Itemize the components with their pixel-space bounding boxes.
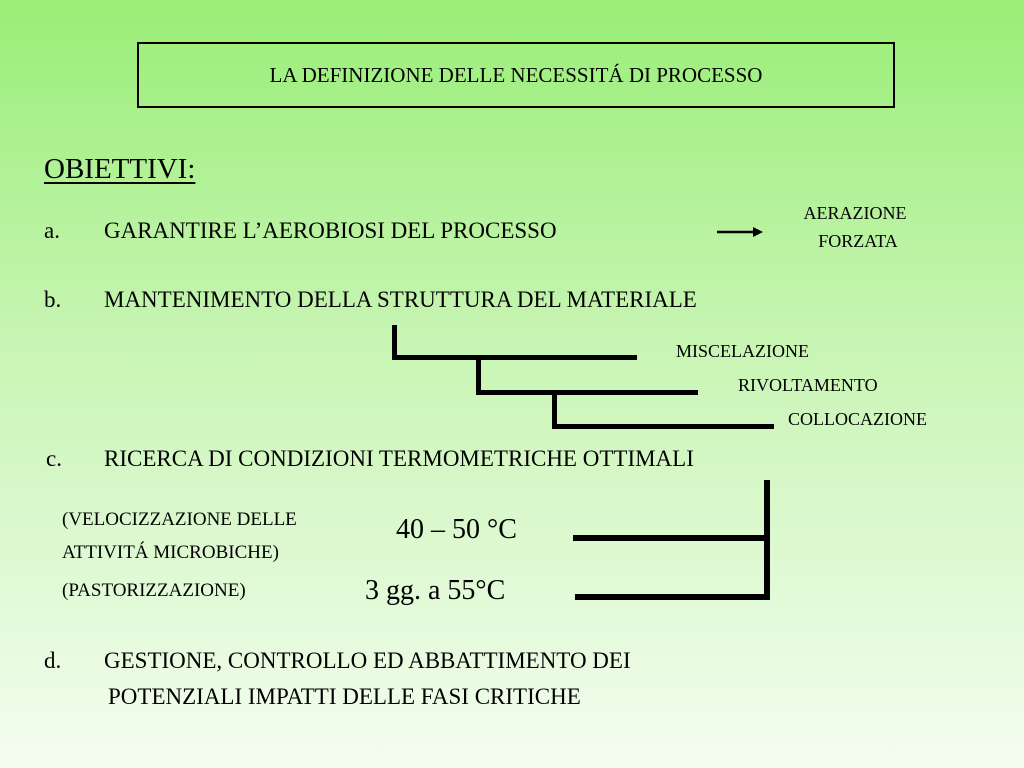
item-a-text: GARANTIRE L’AEROBIOSI DEL PROCESSO: [104, 218, 557, 243]
bracket-line-top: [573, 535, 770, 541]
tree-branch-1: [392, 355, 637, 360]
note-velocizzazione-line1: (VELOCIZZAZIONE DELLE: [62, 509, 297, 530]
pasteurization-condition: 3 gg. a 55°C: [365, 575, 506, 606]
item-d-letter: d.: [44, 648, 62, 673]
note-velocizzazione-line2: ATTIVITÁ MICROBICHE): [62, 542, 279, 563]
item-d-text-line2: POTENZIALI IMPATTI DELLE FASI CRITICHE: [108, 684, 581, 709]
item-b-letter: b.: [44, 287, 62, 312]
item-d-text-line1: GESTIONE, CONTROLLO ED ABBATTIMENTO DEI: [104, 648, 631, 673]
tree-branch-3: [552, 424, 774, 429]
bracket-line-bottom: [575, 594, 770, 600]
branch-label-collocazione: COLLOCAZIONE: [788, 409, 927, 429]
branch-label-rivoltamento: RIVOLTAMENTO: [738, 375, 878, 395]
objectives-heading: OBIETTIVI:: [44, 153, 196, 185]
item-a-letter: a.: [44, 218, 60, 243]
temperature-range: 40 – 50 °C: [396, 514, 517, 545]
tree-branch-2: [476, 390, 698, 395]
item-a-result-line1: AERAZIONE: [803, 203, 907, 223]
bracket-vertical: [764, 480, 770, 600]
arrow-right-icon: [715, 224, 765, 240]
slide-title: LA DEFINIZIONE DELLE NECESSITÁ DI PROCESSO: [269, 62, 763, 87]
item-a-result-line2: FORZATA: [818, 231, 898, 251]
item-c-letter: c.: [46, 446, 62, 471]
title-box: [137, 42, 895, 108]
branch-label-miscelazione: MISCELAZIONE: [676, 341, 809, 361]
item-c-text: RICERCA DI CONDIZIONI TERMOMETRICHE OTTIMALI: [104, 446, 694, 471]
item-b-text: MANTENIMENTO DELLA STRUTTURA DEL MATERIALE: [104, 287, 697, 312]
note-pastorizzazione: (PASTORIZZAZIONE): [62, 580, 246, 601]
